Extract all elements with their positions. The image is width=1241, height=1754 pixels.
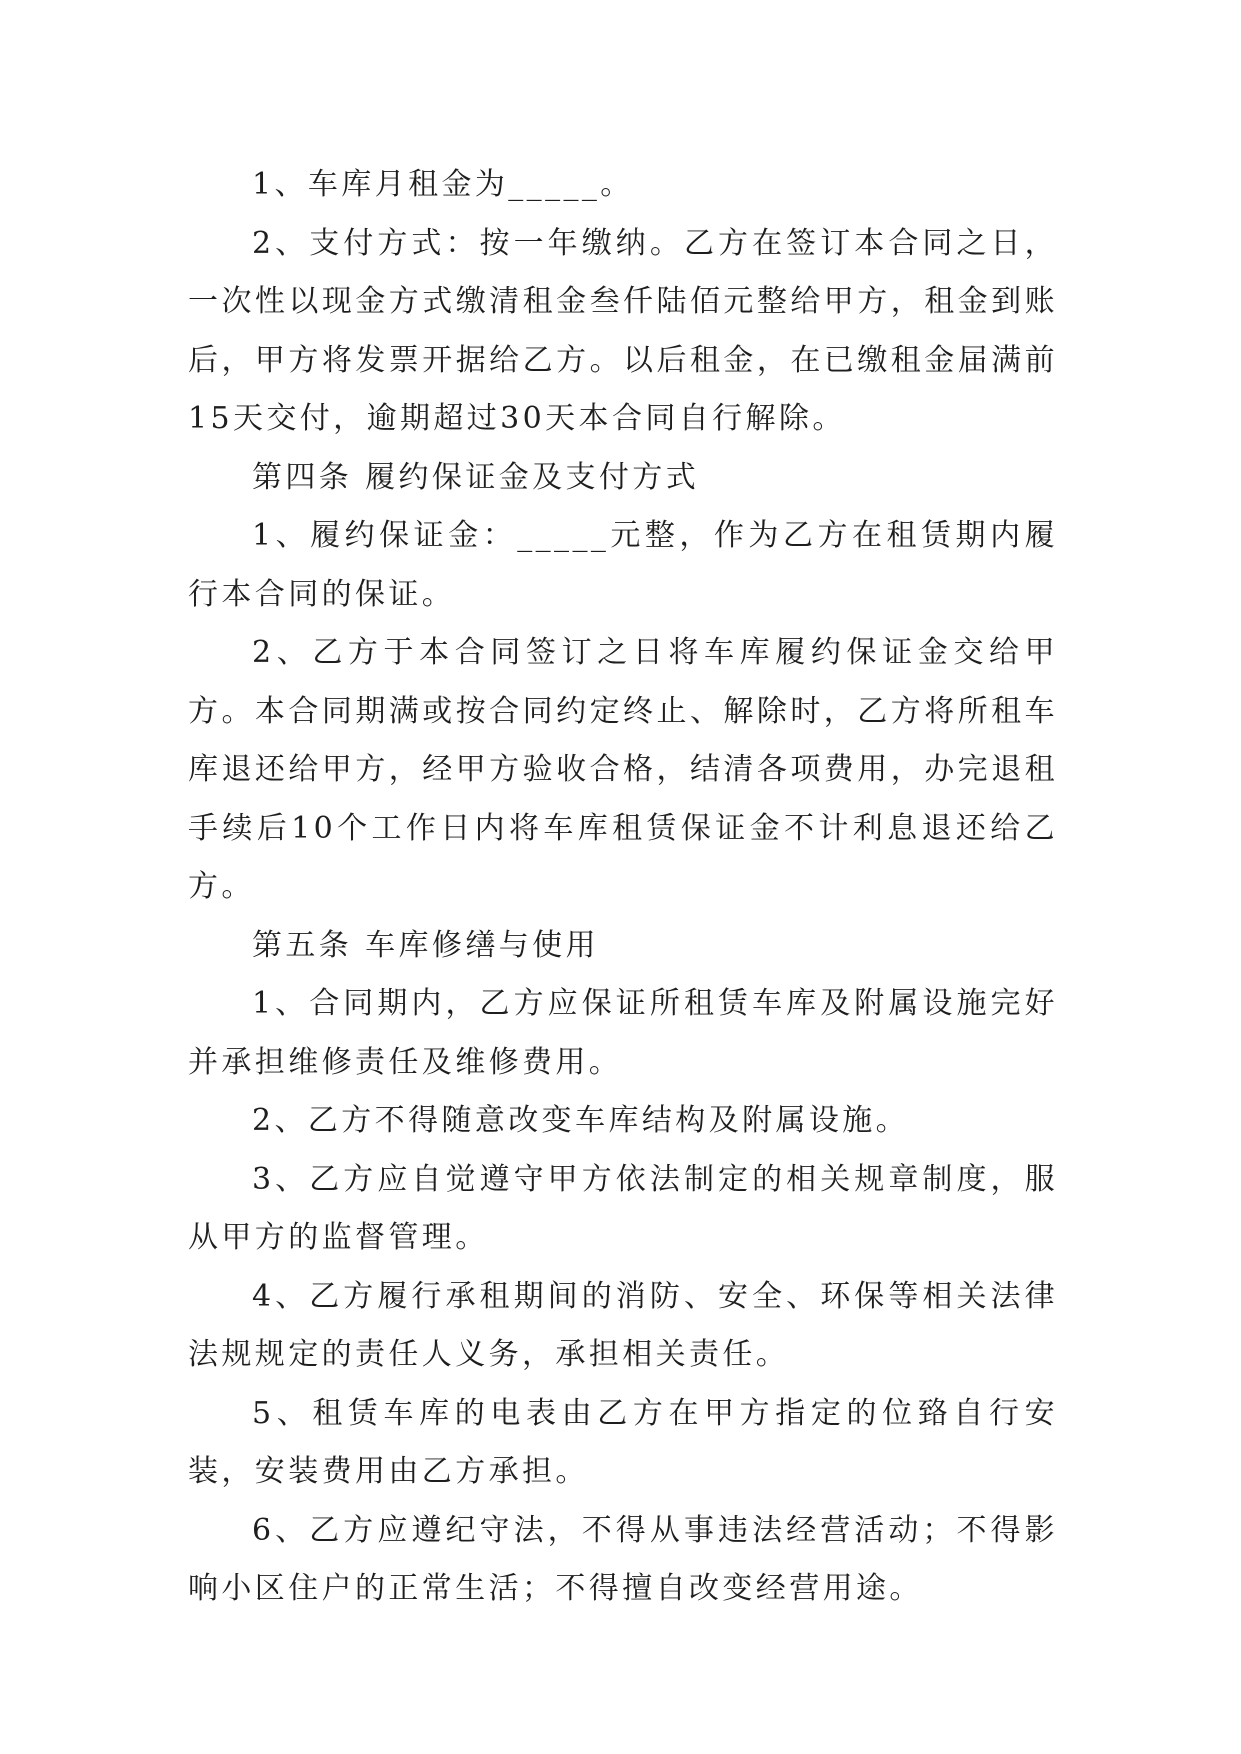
paragraph-deposit-refund: 2、乙方于本合同签订之日将车库履约保证金交给甲方。本合同期满或按合同约定终止、解除时，乙方将所租车库退还给甲方，经甲方验收合格，结清各项费用，办完退租手续后10个工作日内将车库租赁保证金不计利息退还给乙方。 — [188, 635, 1058, 904]
paragraph-compliance: 3、乙方应自觉遵守甲方依法制定的相关规章制度，服从甲方的监督管理。 — [188, 1161, 1058, 1255]
section-heading-article-5: 第五条 车库修缮与使用 — [252, 927, 599, 963]
paragraph-payment-method: 2、支付方式：按一年缴纳。乙方在签订本合同之日，一次性以现金方式缴清租金叁仟陆佰元整给甲方，租金到账后，甲方将发票开据给乙方。以后租金，在已缴租金届满前15天交付，逾期超过30天本合同自行解除。 — [188, 225, 1058, 436]
paragraph-safety-duties: 4、乙方履行承租期间的消防、安全、环保等相关法律法规规定的责任人义务，承担相关责任。 — [188, 1278, 1058, 1372]
section-heading-article-4: 第四条 履约保证金及支付方式 — [252, 459, 700, 495]
paragraph-deposit-amount: 1、履约保证金：_____元整，作为乙方在租赁期内履行本合同的保证。 — [188, 518, 1058, 612]
paragraph-maintenance: 1、合同期内，乙方应保证所租赁车库及附属设施完好并承担维修责任及维修费用。 — [188, 986, 1058, 1080]
paragraph-no-alteration: 2、乙方不得随意改变车库结构及附属设施。 — [252, 1103, 910, 1138]
document-body — [188, 156, 1058, 1619]
paragraph-lawful-use: 6、乙方应遵纪守法，不得从事违法经营活动；不得影响小区住户的正常生活；不得擅自改变经营用途。 — [188, 1512, 1058, 1606]
paragraph-monthly-rent: 1、车库月租金为_____。 — [252, 167, 634, 202]
paragraph-electric-meter: 5、租赁车库的电表由乙方在甲方指定的位臵自行安装，安装费用由乙方承担。 — [188, 1395, 1058, 1489]
